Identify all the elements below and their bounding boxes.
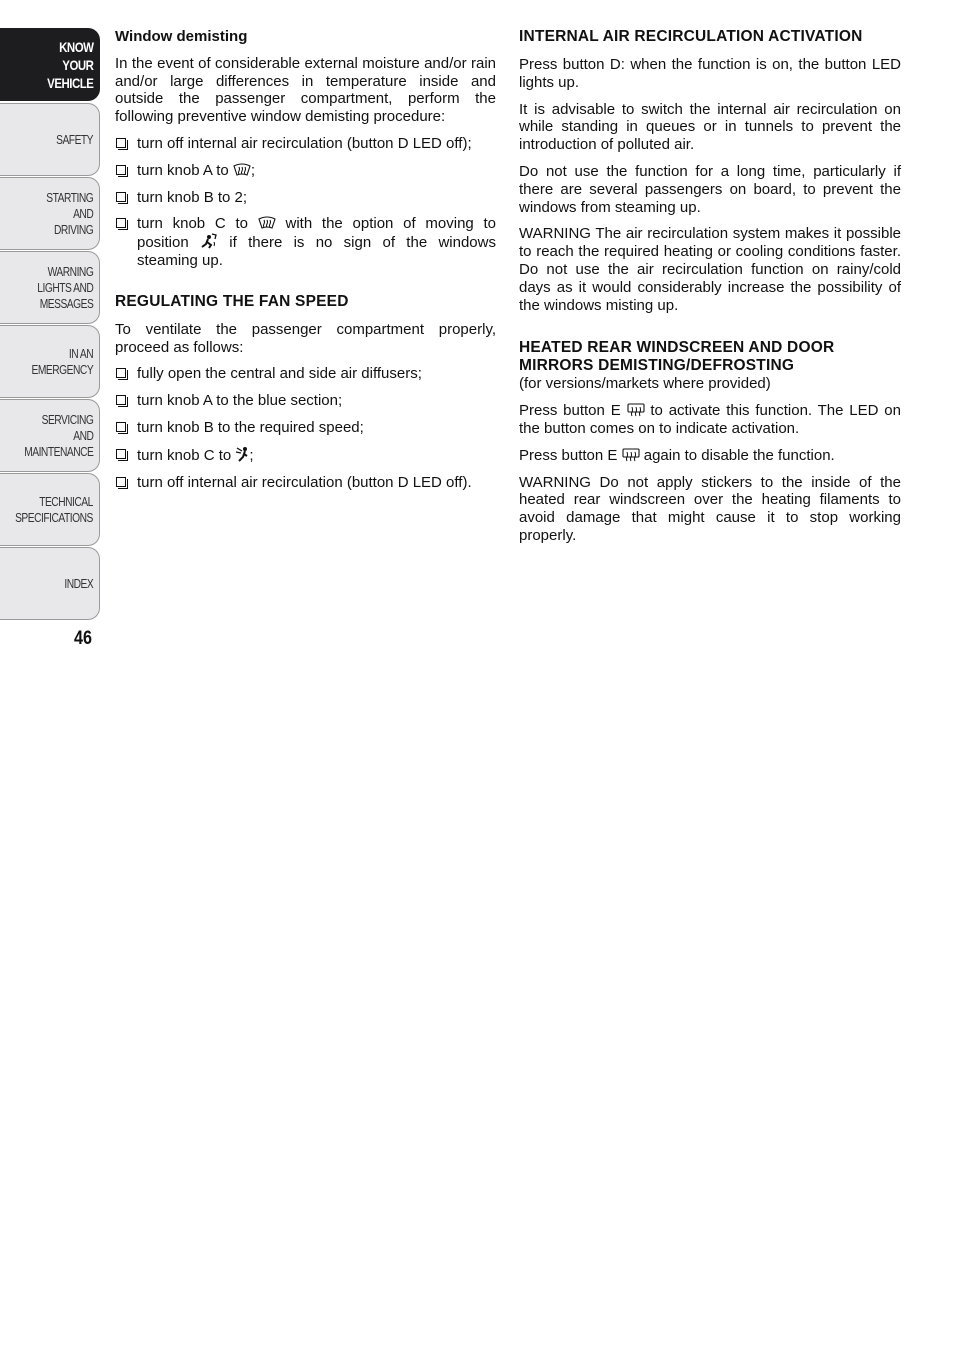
tab-label: INDEX [64, 576, 93, 591]
paragraph-text: Press button E [519, 402, 621, 420]
paragraph [519, 402, 901, 438]
list-item-text: turn knob B to the required speed; [137, 418, 364, 436]
section-heading-recirculation: INTERNAL AIR RECIRCULATION ACTIVATION [519, 28, 863, 45]
paragraph: It is advisable to switch the internal air recirculation on while standing in queues or in tunnels to prevent the introduction of polluted air. [519, 100, 901, 154]
feet-windscreen-icon [200, 233, 218, 249]
fan-steps [115, 365, 496, 491]
rear-defrost-icon [622, 448, 640, 462]
tab-label: IN AN EMERGENCY [31, 346, 93, 377]
tab-label: STARTING AND DRIVING [46, 190, 93, 237]
list-item-text: with the option of moving to position [137, 215, 497, 252]
page-number: 46 [74, 628, 92, 649]
tab-starting-and-driving[interactable] [0, 177, 100, 250]
rear-defrost-icon [627, 403, 645, 417]
tab-know-your-vehicle[interactable] [0, 28, 100, 101]
tab-safety[interactable] [0, 103, 100, 176]
list-item-text: turn knob A to [137, 161, 229, 179]
list-item [115, 135, 496, 153]
face-vent-icon [235, 446, 249, 462]
list-item-text: turn knob C to [137, 446, 232, 464]
paragraph: Press button D: when the function is on, the button LED lights up. [519, 56, 901, 91]
list-item-text: ; [249, 446, 254, 464]
checkbox-bullet-icon [116, 368, 126, 378]
list-item-text: turn knob A to the blue section; [137, 392, 343, 410]
checkbox-bullet-icon [116, 449, 126, 459]
list-item-text: ; [250, 161, 256, 179]
paragraph-text: Press button E [519, 446, 618, 464]
paragraph-text: again to disable the function. [643, 446, 835, 464]
tab-servicing[interactable] [0, 399, 100, 472]
checkbox-bullet-icon [116, 192, 126, 202]
list-item-text: turn off internal air recirculation (button D LED off); [137, 134, 472, 152]
warning-paragraph: WARNING The air recirculation system makes it possible to reach the required heating or cooling conditions faster. Do not use the air recirculation function on rainy/cold days as it would considerably increase the possibility of the windows misting up. [519, 225, 901, 314]
paragraph-text: to activate this function. The LED on the button comes on to indicate activation. [519, 402, 901, 437]
list-item [115, 365, 496, 383]
list-item [115, 162, 496, 180]
left-column [115, 28, 496, 500]
warning-paragraph: WARNING Do not apply stickers to the inside of the heated rear windscreen over the heating filaments to avoid damage that might cause it to stop working properly. [519, 473, 901, 544]
tab-in-an-emergency[interactable] [0, 325, 100, 398]
tab-label: SAFETY [56, 132, 93, 147]
list-item [115, 474, 496, 492]
list-item-text: turn knob B to 2; [137, 188, 248, 206]
tab-index[interactable] [0, 547, 100, 620]
list-item [115, 446, 496, 465]
paragraph: In the event of considerable external moisture and/or rain and/or large differences in temperature inside and outside the passenger compartment, perform the following preventive window demisting procedure: [115, 54, 496, 126]
checkbox-bullet-icon [116, 138, 126, 148]
checkbox-bullet-icon [116, 477, 126, 487]
paragraph: Do not use the function for a long time, particularly if there are several passengers on board, to prevent the windows from steaming up. [519, 162, 901, 216]
right-column [519, 28, 901, 554]
tab-label: TECHNICAL SPECIFICATIONS [15, 494, 93, 525]
demisting-steps [115, 135, 496, 270]
list-item-text: turn knob C to [137, 215, 248, 233]
paragraph: To ventilate the passenger compartment properly, proceed as follows: [115, 320, 496, 356]
list-item [115, 392, 496, 410]
list-item-text: fully open the central and side air diffusers; [137, 365, 422, 383]
tab-label: SERVICING AND MAINTENANCE [23, 412, 93, 459]
windscreen-demist-icon [233, 163, 251, 177]
checkbox-bullet-icon [116, 165, 126, 175]
section-heading-window-demisting: Window demisting [115, 28, 248, 45]
section-heading-fan-speed: REGULATING THE FAN SPEED [115, 292, 349, 310]
tab-technical-specifications[interactable] [0, 473, 100, 546]
list-item [115, 189, 496, 207]
availability-note: (for versions/markets where provided) [519, 375, 771, 393]
list-item [115, 215, 496, 269]
tab-warning-lights[interactable] [0, 251, 100, 324]
list-item-text: turn off internal air recirculation (button D LED off). [137, 473, 472, 491]
list-item [115, 419, 496, 437]
tab-label: WARNING LIGHTS AND MESSAGES [36, 264, 93, 311]
section-heading-heated-rear-windscreen: HEATED REAR WINDSCREEN AND DOOR MIRRORS DEMISTING/DEFROSTING [519, 339, 835, 375]
windscreen-demist-icon [258, 216, 276, 230]
checkbox-bullet-icon [116, 218, 126, 228]
list-item-text: if there is no sign of the windows steaming up. [137, 234, 496, 269]
tab-label: KNOW YOUR VEHICLE [46, 38, 93, 91]
checkbox-bullet-icon [116, 395, 126, 405]
paragraph [519, 447, 901, 465]
checkbox-bullet-icon [116, 422, 126, 432]
